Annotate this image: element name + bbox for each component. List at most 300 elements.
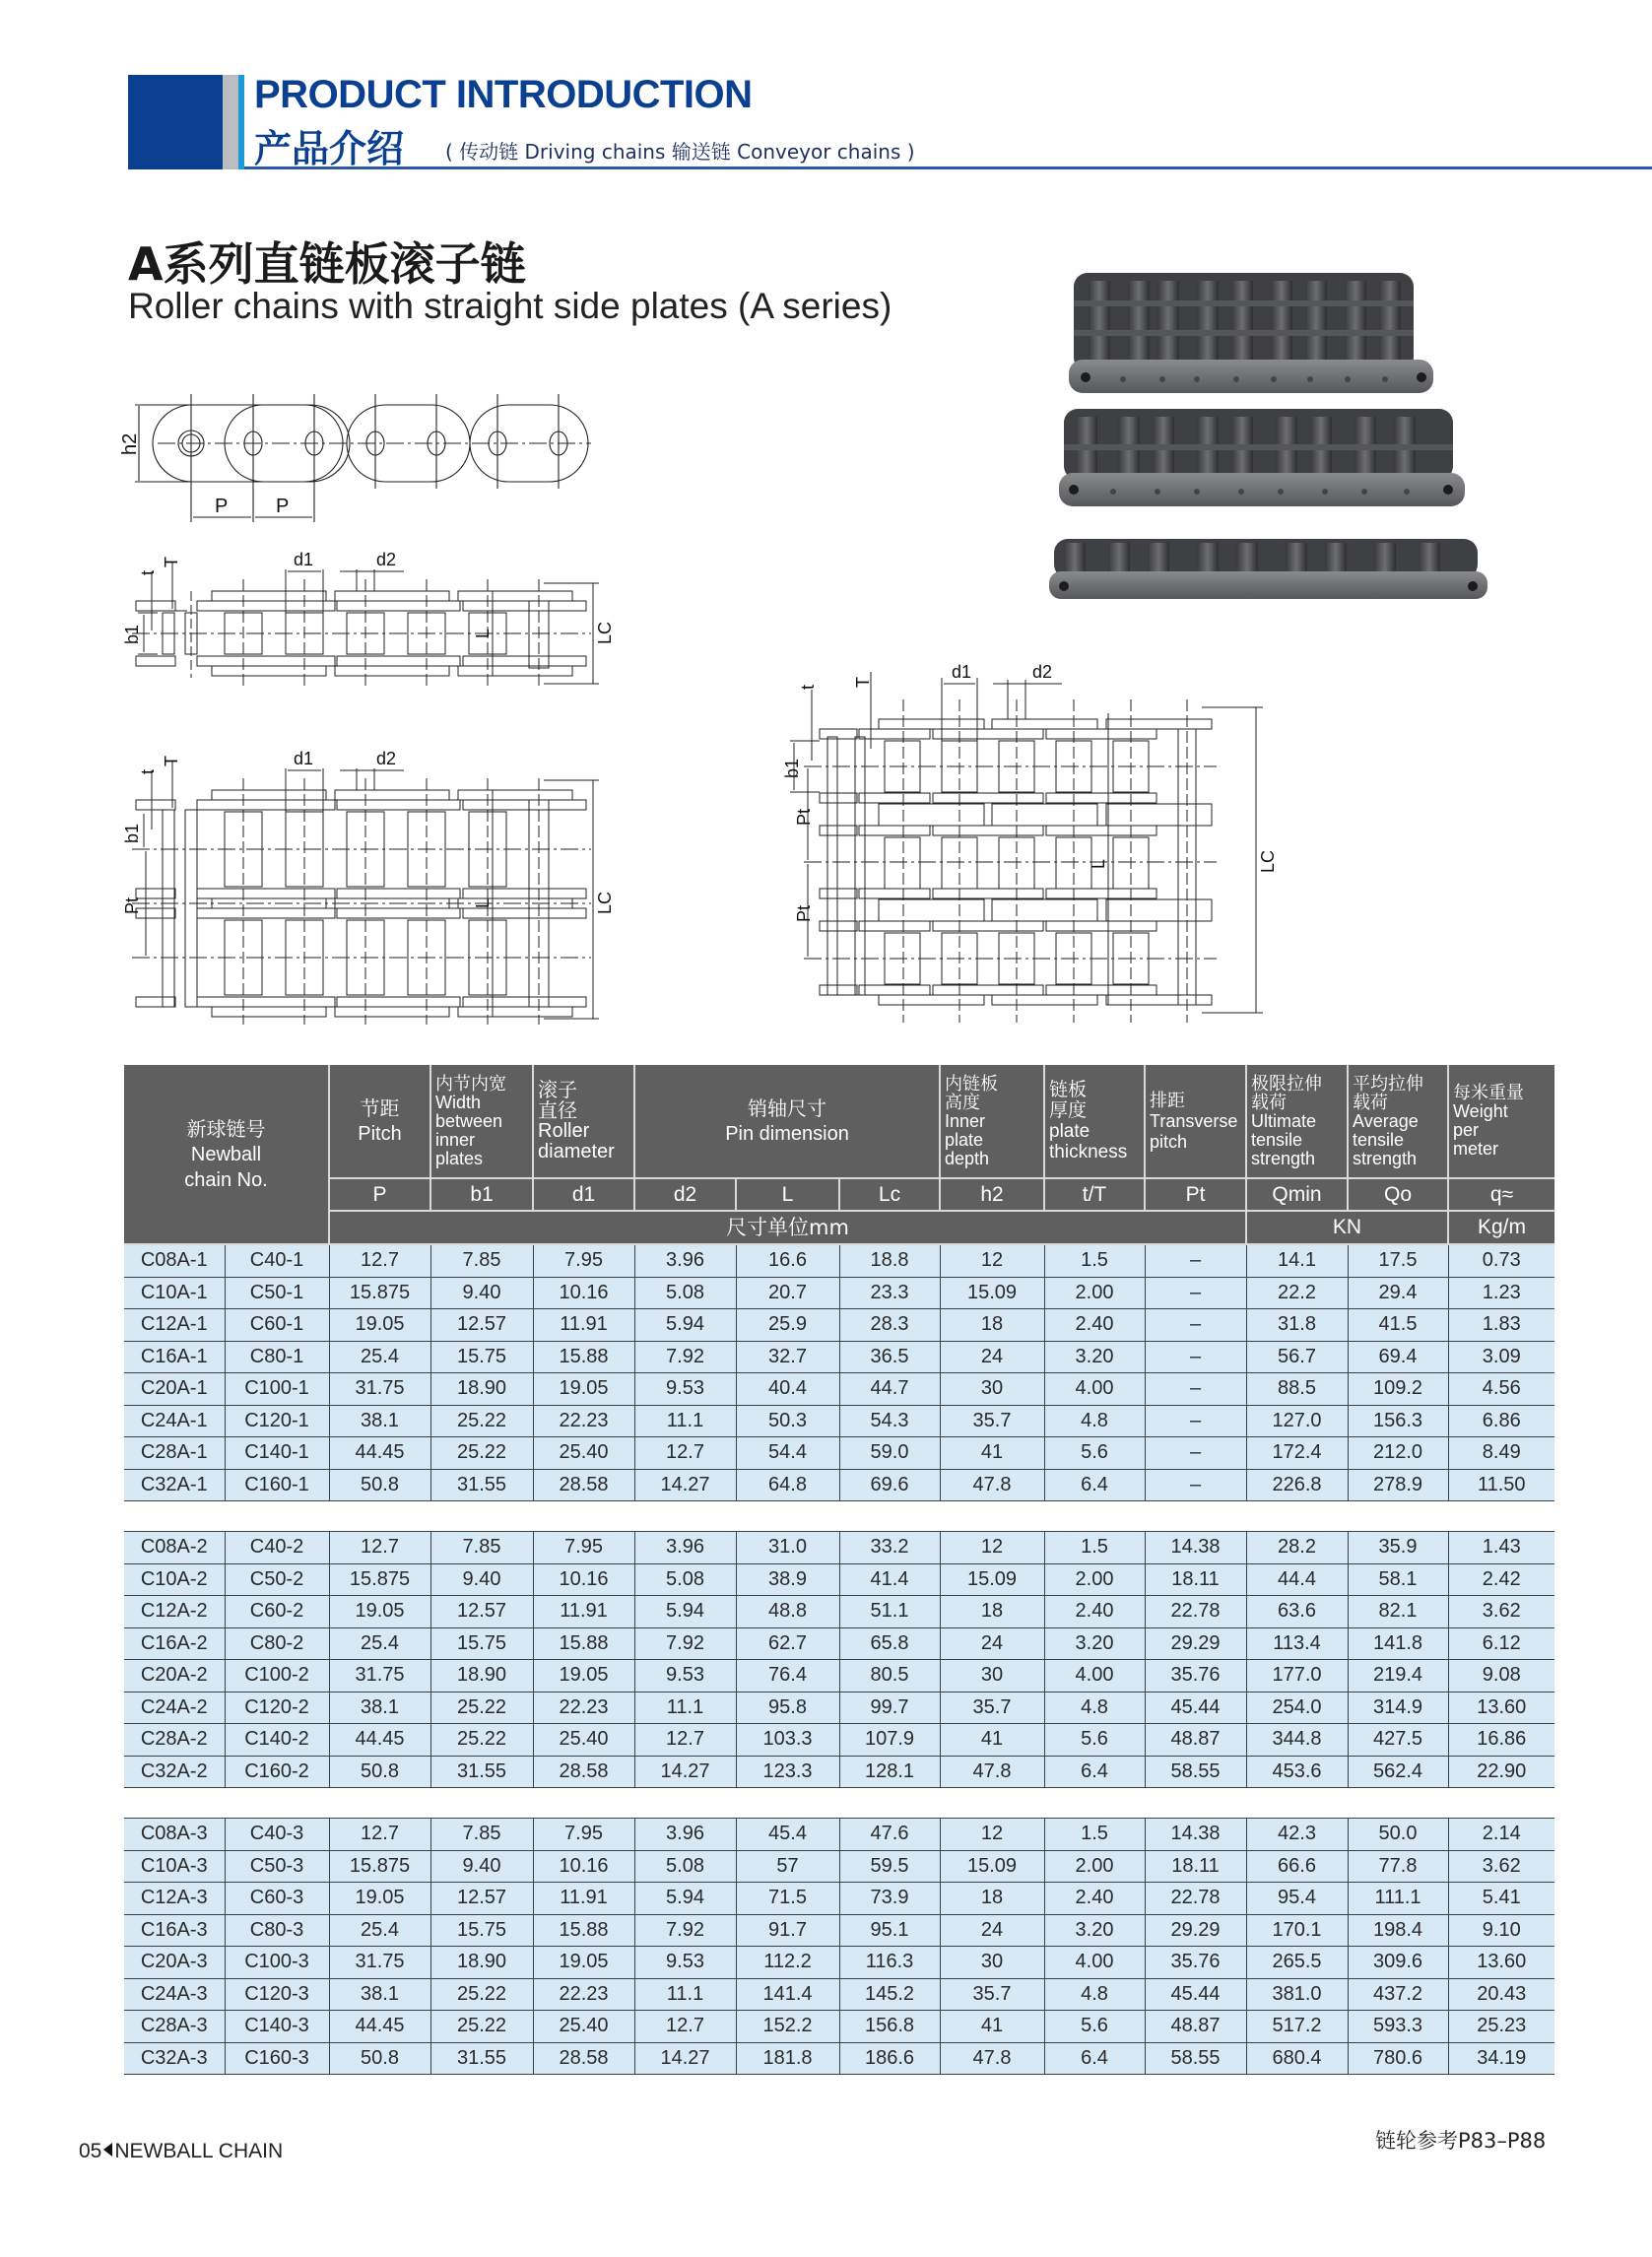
table-cell: 80.5 [839,1660,940,1693]
table-cell: C12A-2 [124,1596,225,1628]
table-cell: 47.8 [940,2042,1044,2075]
table-cell: 54.4 [736,1437,839,1470]
table-cell: 1.43 [1448,1532,1554,1564]
table-row [124,1596,1554,1628]
table-cell: 41.4 [839,1563,940,1596]
header-weight-en3: meter [1453,1139,1499,1159]
table-cell: 25.22 [430,1405,533,1437]
table-cell: 48.87 [1145,2011,1246,2043]
sym-Qo: Qo [1348,1178,1448,1211]
table-cell: 18.90 [430,1373,533,1406]
table-cell: – [1145,1437,1246,1470]
table-cell: 7.92 [634,1914,736,1947]
table-cell: C24A-1 [124,1405,225,1437]
table-cell: 19.05 [329,1596,430,1628]
header-average-cn1: 平均拉伸 [1353,1073,1424,1095]
table-cell: 12.7 [329,1532,430,1564]
header-inner-depth [940,1065,1044,1178]
table-cell: C28A-3 [124,2011,225,2043]
spec-table-header [124,1065,1554,1244]
table-cell: 1.5 [1044,1819,1145,1851]
table-cell: C10A-1 [124,1277,225,1309]
dim-label-d2: d2 [376,751,397,768]
table-cell: 11.91 [533,1883,634,1915]
table-cell: 69.4 [1348,1341,1448,1373]
table-cell: 31.8 [1246,1309,1348,1342]
header-thickness-en1: plate [1049,1121,1090,1142]
header-pitch-en: Pitch [358,1123,402,1145]
table-cell: 36.5 [839,1341,940,1373]
header-ultimate-cn1: 极限拉伸 [1251,1073,1323,1095]
table-cell: 212.0 [1348,1437,1448,1470]
table-cell: 9.40 [430,1850,533,1883]
table-cell: 152.2 [736,2011,839,2043]
table-cell: 177.0 [1246,1660,1348,1693]
table-cell: 25.22 [430,1437,533,1470]
table-cell: 28.58 [533,1756,634,1788]
table-cell: 198.4 [1348,1914,1448,1947]
table-cell: C50-3 [225,1850,329,1883]
header-pitch [329,1065,430,1178]
table-cell: 51.1 [839,1596,940,1628]
table-cell: 41 [940,2011,1044,2043]
header-thickness [1044,1065,1145,1178]
sym-Qmin: Qmin [1246,1178,1348,1211]
table-cell: 69.6 [839,1469,940,1501]
header-width-en1: Width [435,1092,482,1112]
header-rule [244,166,1652,169]
table-cell: 2.00 [1044,1850,1145,1883]
header-blue-block [128,75,223,169]
table-cell: 3.96 [634,1244,736,1277]
triple-chain-photo [1069,273,1433,393]
dim-label-t: t [138,569,158,575]
table-cell: 25.9 [736,1309,839,1342]
table-cell: C100-1 [225,1373,329,1406]
table-cell: 14.27 [634,1469,736,1501]
table-cell: C120-3 [225,1978,329,2011]
table-row [124,1660,1554,1693]
table-cell: C120-2 [225,1692,329,1724]
table-cell: 35.7 [940,1978,1044,2011]
page-title-en: PRODUCT INTRODUCTION [254,73,753,116]
spec-table [124,1065,1554,2075]
table-cell: C28A-1 [124,1437,225,1470]
sym-h2: h2 [940,1178,1044,1211]
table-cell: 141.8 [1348,1627,1448,1660]
table-cell: 127.0 [1246,1405,1348,1437]
table-cell: C160-2 [225,1756,329,1788]
table-cell: 16.86 [1448,1724,1554,1757]
dim-label-LC: LC [595,621,615,644]
header-inner-depth-cn2: 高度 [945,1092,981,1113]
dim-label-d1: d1 [294,552,314,569]
table-cell: 13.60 [1448,1692,1554,1724]
table-cell: 6.4 [1044,2042,1145,2075]
table-cell: 22.78 [1145,1883,1246,1915]
table-row [124,1627,1554,1660]
table-cell: 30 [940,1660,1044,1693]
table-cell: 309.6 [1348,1947,1448,1979]
dim-label-d1: d1 [952,662,972,682]
header-roller-cn1: 滚子 [538,1078,577,1101]
table-cell: 3.20 [1044,1914,1145,1947]
table-cell: C10A-3 [124,1850,225,1883]
table-cell: 15.09 [940,1850,1044,1883]
table-row [124,2011,1554,2043]
table-cell: 453.6 [1246,1756,1348,1788]
table-cell: 2.42 [1448,1563,1554,1596]
header-ultimate-en3: strength [1251,1148,1316,1168]
table-cell: 41 [940,1724,1044,1757]
header-ultimate [1246,1065,1348,1178]
table-cell: 17.5 [1348,1244,1448,1277]
header-inner-depth-en2: plate [945,1129,984,1150]
table-cell: 10.16 [533,1277,634,1309]
table-row [124,1405,1554,1437]
table-cell: 11.1 [634,1692,736,1724]
dim-label-T: T [162,756,181,766]
table-cell: 4.00 [1044,1660,1145,1693]
table-row [124,1373,1554,1406]
header-ultimate-en1: Ultimate [1251,1110,1317,1131]
table-cell: 31.75 [329,1373,430,1406]
dim-label-L: L [473,897,493,908]
table-cell: 22.23 [533,1978,634,2011]
group-spacer-cell [124,1788,1554,1819]
table-cell: C20A-1 [124,1373,225,1406]
page-subtitle: ( 传动链 Driving chains 输送链 Conveyor chains ) [445,140,915,164]
table-row [124,1244,1554,1277]
page-footer [79,2140,283,2163]
table-cell: 172.4 [1246,1437,1348,1470]
table-cell: 95.1 [839,1914,940,1947]
table-cell: C16A-1 [124,1341,225,1373]
group-spacer [124,1788,1554,1819]
table-row [124,1532,1554,1564]
table-cell: 50.8 [329,2042,430,2075]
table-cell: 278.9 [1348,1469,1448,1501]
table-cell: 38.1 [329,1978,430,2011]
dim-label-Pt-1: Pt [794,808,814,826]
table-cell: 14.27 [634,2042,736,2075]
table-cell: 5.6 [1044,1437,1145,1470]
dim-label-p1: P [215,496,229,517]
table-cell: 16.6 [736,1244,839,1277]
table-cell: 145.2 [839,1978,940,2011]
table-cell: 517.2 [1246,2011,1348,2043]
table-cell: C08A-3 [124,1819,225,1851]
table-cell: C60-1 [225,1309,329,1342]
table-cell: 28.58 [533,2042,634,2075]
table-cell: 6.12 [1448,1627,1554,1660]
table-cell: 156.8 [839,2011,940,2043]
table-cell: 5.94 [634,1309,736,1342]
table-cell: 18.8 [839,1244,940,1277]
table-cell: 22.78 [1145,1596,1246,1628]
table-cell: 19.05 [329,1309,430,1342]
table-cell: 18.11 [1145,1850,1246,1883]
double-strand-drawing [118,751,759,1027]
table-cell: 5.94 [634,1883,736,1915]
table-cell: 91.7 [736,1914,839,1947]
table-cell: 23.3 [839,1277,940,1309]
dim-label-b1: b1 [122,624,142,644]
table-cell: 24 [940,1627,1044,1660]
table-cell: 88.5 [1246,1373,1348,1406]
dim-label-d2: d2 [1032,662,1053,682]
table-cell: 76.4 [736,1660,839,1693]
table-cell: 50.0 [1348,1819,1448,1851]
table-row [124,1724,1554,1757]
table-cell: C140-1 [225,1437,329,1470]
table-cell: 12.57 [430,1883,533,1915]
table-cell: – [1145,1469,1246,1501]
table-cell: 12.7 [634,1437,736,1470]
table-cell: C32A-3 [124,2042,225,2075]
table-cell: 50.8 [329,1469,430,1501]
table-cell: 6.86 [1448,1405,1554,1437]
table-row [124,1563,1554,1596]
table-cell: 9.40 [430,1563,533,1596]
group-spacer-cell [124,1501,1554,1532]
header-average-en3: strength [1353,1148,1418,1168]
table-cell: 437.2 [1348,1978,1448,2011]
table-cell: 2.40 [1044,1596,1145,1628]
table-cell: 35.76 [1145,1947,1246,1979]
table-cell: 99.7 [839,1692,940,1724]
table-cell: 9.40 [430,1277,533,1309]
header-ultimate-en2: tensile [1251,1129,1303,1150]
table-cell: 15.875 [329,1277,430,1309]
table-cell: 3.62 [1448,1596,1554,1628]
header-weight-cn: 每米重量 [1453,1083,1525,1103]
table-cell: 562.4 [1348,1756,1448,1788]
table-cell: 11.1 [634,1978,736,2011]
table-cell: 22.90 [1448,1756,1554,1788]
dim-label-L: L [1089,858,1108,869]
table-cell: 0.73 [1448,1244,1554,1277]
table-cell: 34.19 [1448,2042,1554,2075]
table-cell: 35.7 [940,1692,1044,1724]
table-cell: C10A-2 [124,1563,225,1596]
table-cell: 2.40 [1044,1309,1145,1342]
table-cell: 3.96 [634,1532,736,1564]
table-cell: 25.4 [329,1341,430,1373]
table-cell: 19.05 [533,1373,634,1406]
table-cell: C16A-3 [124,1914,225,1947]
table-cell: 9.08 [1448,1660,1554,1693]
table-cell: 44.45 [329,1437,430,1470]
table-cell: C32A-1 [124,1469,225,1501]
table-cell: C24A-3 [124,1978,225,2011]
table-cell: 20.7 [736,1277,839,1309]
header-thickness-cn1: 链板 [1049,1079,1088,1100]
table-cell: 103.3 [736,1724,839,1757]
table-cell: 25.22 [430,1724,533,1757]
header-cyan-block [238,75,244,169]
table-cell: 35.7 [940,1405,1044,1437]
table-cell: 156.3 [1348,1405,1448,1437]
unit-kgm: Kg/m [1448,1211,1554,1244]
table-cell: 3.20 [1044,1341,1145,1373]
table-cell: 9.10 [1448,1914,1554,1947]
table-cell: 593.3 [1348,2011,1448,2043]
table-cell: 66.6 [1246,1850,1348,1883]
table-cell: 29.29 [1145,1914,1246,1947]
table-cell: 62.7 [736,1627,839,1660]
table-cell: 4.8 [1044,1692,1145,1724]
table-cell: 5.08 [634,1277,736,1309]
table-cell: 2.40 [1044,1883,1145,1915]
table-cell: C12A-3 [124,1883,225,1915]
group-spacer [124,1501,1554,1532]
table-cell: 9.53 [634,1947,736,1979]
table-cell: 12 [940,1819,1044,1851]
table-row [124,1437,1554,1470]
table-cell: 35.9 [1348,1532,1448,1564]
table-cell: C60-3 [225,1883,329,1915]
table-cell: 57 [736,1850,839,1883]
table-cell: 2.00 [1044,1563,1145,1596]
table-cell: 18 [940,1309,1044,1342]
table-cell: 13.60 [1448,1947,1554,1979]
table-cell: 38.1 [329,1692,430,1724]
table-cell: 95.4 [1246,1883,1348,1915]
header-average-en2: tensile [1353,1129,1405,1150]
table-cell: 5.08 [634,1563,736,1596]
table-cell: 1.5 [1044,1244,1145,1277]
table-cell: 4.8 [1044,1978,1145,2011]
table-cell: 82.1 [1348,1596,1448,1628]
table-cell: 31.55 [430,1469,533,1501]
table-cell: 7.95 [533,1819,634,1851]
table-cell: C20A-2 [124,1660,225,1693]
table-cell: C50-1 [225,1277,329,1309]
table-cell: 54.3 [839,1405,940,1437]
header-pin-en: Pin dimension [725,1123,849,1145]
header-width-en3: inner [435,1129,476,1150]
header-pin-dimension [634,1065,940,1178]
table-cell: 45.4 [736,1819,839,1851]
table-cell: 314.9 [1348,1692,1448,1724]
table-cell: 29.4 [1348,1277,1448,1309]
header-average-cn2: 载荷 [1353,1092,1389,1113]
table-cell: 14.38 [1145,1532,1246,1564]
dim-label-b1: b1 [122,823,142,843]
table-cell: 45.44 [1145,1692,1246,1724]
sym-P: P [329,1178,430,1211]
table-cell: C28A-2 [124,1724,225,1757]
table-cell: 7.92 [634,1341,736,1373]
table-cell: 32.7 [736,1341,839,1373]
dim-label-T: T [853,677,873,688]
table-row [124,1819,1554,1851]
table-cell: 48.8 [736,1596,839,1628]
table-cell: C100-3 [225,1947,329,1979]
table-cell: 181.8 [736,2042,839,2075]
table-cell: 24 [940,1341,1044,1373]
table-row [124,1309,1554,1342]
table-cell: 47.6 [839,1819,940,1851]
table-cell: 109.2 [1348,1373,1448,1406]
table-cell: 15.09 [940,1563,1044,1596]
table-row [124,1947,1554,1979]
triple-strand-drawing [778,650,1468,1025]
table-cell: 25.23 [1448,2011,1554,2043]
dim-label-d2: d2 [376,552,397,569]
dim-label-b1: b1 [782,758,802,778]
table-cell: 3.20 [1044,1627,1145,1660]
table-cell: 12.7 [329,1244,430,1277]
table-cell: 12.7 [634,1724,736,1757]
table-cell: – [1145,1309,1246,1342]
header-width [430,1065,533,1178]
table-cell: C60-2 [225,1596,329,1628]
table-cell: 30 [940,1947,1044,1979]
section-title-cn: A系列直链板滚子链 [128,237,526,291]
header-chain-no-cn: 新球链号 [186,1116,266,1141]
table-cell: C32A-2 [124,1756,225,1788]
table-cell: 7.85 [430,1244,533,1277]
header-transverse-cn: 排距 [1150,1090,1186,1111]
header-weight [1448,1065,1554,1178]
sym-Lc: Lc [839,1178,940,1211]
left-arrow-icon [103,2143,112,2157]
table-cell: 12.7 [329,1819,430,1851]
table-cell: C12A-1 [124,1309,225,1342]
table-cell: 12.57 [430,1309,533,1342]
table-row [124,1883,1554,1915]
table-cell: 111.1 [1348,1883,1448,1915]
header-transverse [1145,1065,1246,1178]
table-cell: 58.1 [1348,1563,1448,1596]
table-cell: C50-2 [225,1563,329,1596]
table-cell: 11.91 [533,1596,634,1628]
table-cell: 59.5 [839,1850,940,1883]
table-cell: 64.8 [736,1469,839,1501]
table-cell: 25.22 [430,1692,533,1724]
table-cell: 11.1 [634,1405,736,1437]
header-weight-en2: per [1453,1120,1480,1140]
table-cell: 15.875 [329,1563,430,1596]
table-cell: 18.90 [430,1947,533,1979]
table-cell: 18 [940,1596,1044,1628]
table-cell: 25.22 [430,2011,533,2043]
table-cell: 10.16 [533,1850,634,1883]
sym-b1: b1 [430,1178,533,1211]
table-cell: 15.88 [533,1914,634,1947]
table-cell: 381.0 [1246,1978,1348,2011]
unit-kn: KN [1246,1211,1448,1244]
dim-label-d1: d1 [294,751,314,768]
table-cell: – [1145,1373,1246,1406]
header-pitch-cn: 节距 [360,1096,400,1120]
table-cell: 77.8 [1348,1850,1448,1883]
table-cell: C160-1 [225,1469,329,1501]
header-ultimate-cn2: 载荷 [1251,1092,1288,1113]
table-cell: 12.7 [634,2011,736,2043]
table-cell: 31.55 [430,1756,533,1788]
table-cell: 28.3 [839,1309,940,1342]
table-cell: 41.5 [1348,1309,1448,1342]
dim-label-h2: h2 [119,432,141,455]
table-row [124,1692,1554,1724]
table-cell: 25.4 [329,1627,430,1660]
table-cell: 4.56 [1448,1373,1554,1406]
table-cell: 41 [940,1437,1044,1470]
table-cell: 7.85 [430,1819,533,1851]
